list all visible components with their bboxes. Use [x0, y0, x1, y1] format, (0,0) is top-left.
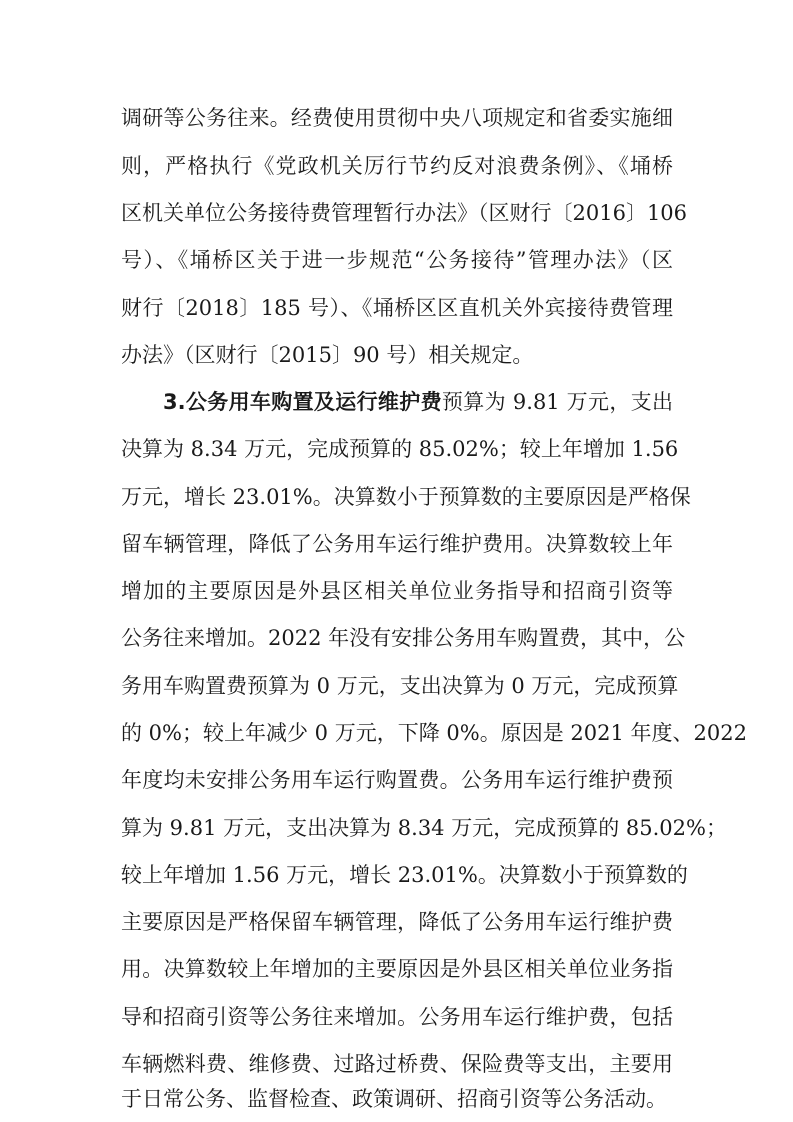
paragraph-2-line-4: 留车辆管理，降低了公务用车运行维护费用。决算数较上年	[121, 532, 673, 556]
paragraph-2-line-13: 用。决算数较上年增加的主要原因是外县区相关单位业务指	[121, 957, 673, 981]
paragraph-2-line-10: 算为 9.81 万元，支出决算为 8.34 万元，完成预算的 85.02%；	[121, 816, 727, 840]
paragraph-2-line-2: 决算为 8.34 万元，完成预算的 85.02%；较上年增加 1.56	[121, 437, 679, 461]
paragraph-1-line-1: 调研等公务往来。经费使用贯彻中央八项规定和省委实施细	[121, 106, 673, 130]
paragraph-2-line-14: 导和招商引资等公务往来增加。公务用车运行维护费，包括	[121, 1005, 673, 1029]
paragraph-1-line-5: 财行〔2018〕185 号）、《埇桥区区直机关外宾接待费管理	[121, 296, 673, 320]
paragraph-1-line-3: 区机关单位公务接待费管理暂行办法》（区财行〔2016〕106	[121, 201, 688, 225]
paragraph-2-line-3: 万元，增长 23.01%。决算数小于预算数的主要原因是严格保	[121, 485, 691, 509]
section-heading-continuation: 预算为 9.81 万元，支出	[441, 390, 673, 414]
paragraph-2-line-5: 增加的主要原因是外县区相关单位业务指导和招商引资等	[121, 579, 673, 603]
paragraph-1-line-4: 号）、《埇桥区关于进一步规范“公务接待”管理办法》（区	[121, 248, 673, 272]
paragraph-2-line-12: 主要原因是严格保留车辆管理，降低了公务用车运行维护费	[121, 910, 673, 934]
paragraph-2-line-11: 较上年增加 1.56 万元，增长 23.01%。决算数小于预算数的	[121, 863, 688, 887]
paragraph-2-line-7: 务用车购置费预算为 0 万元，支出决算为 0 万元，完成预算	[121, 674, 679, 698]
section-heading: 3.公务用车购置及运行维护费	[163, 390, 442, 414]
paragraph-1-line-6: 办法》（区财行〔2015〕90 号）相关规定。	[121, 343, 534, 367]
paragraph-2-line-8: 的 0%；较上年减少 0 万元，下降 0%。原因是 2021 年度、2022	[121, 721, 747, 745]
paragraph-1-line-2: 则，严格执行《党政机关厉行节约反对浪费条例》、《埇桥	[121, 154, 673, 178]
paragraph-2-line-6: 公务往来增加。2022 年没有安排公务用车购置费，其中，公	[121, 626, 686, 650]
paragraph-2-line-9: 年度均未安排公务用车运行购置费。公务用车运行维护费预	[121, 768, 673, 792]
paragraph-2-line-1	[163, 382, 673, 422]
paragraph-2-line-15: 车辆燃料费、维修费、过路过桥费、保险费等支出，主要用	[121, 1052, 673, 1076]
paragraph-2-line-16: 于日常公务、监督检查、政策调研、招商引资等公务活动。	[121, 1087, 667, 1111]
